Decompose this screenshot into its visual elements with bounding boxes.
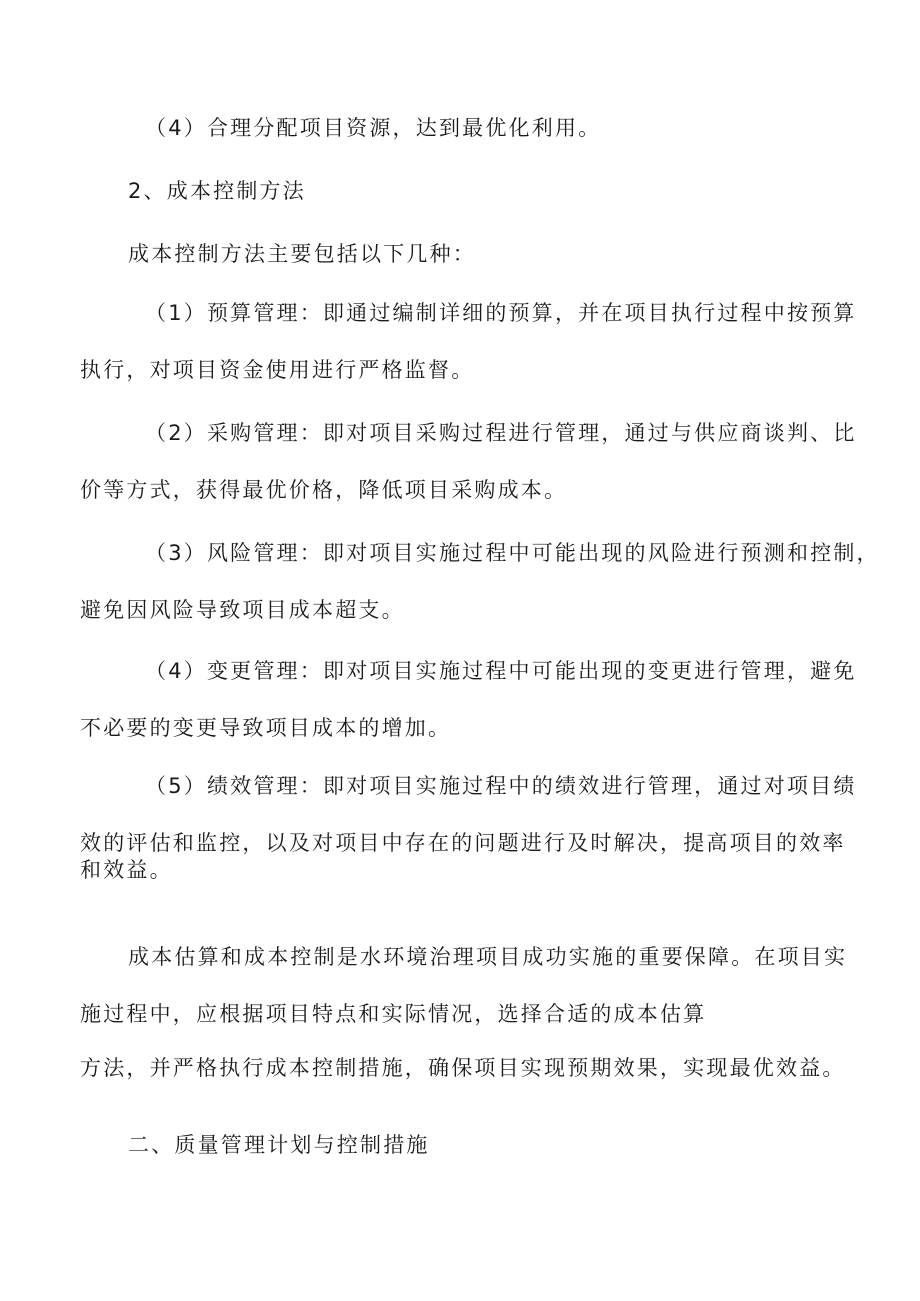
text-line: （4）合理分配项目资源，达到最优化利用。 — [145, 116, 602, 140]
text-line: 避免因风险导致项目成本超支。 — [80, 598, 405, 622]
text-line: 执行，对项目资金使用进行严格监督。 — [80, 358, 475, 382]
text-line: 成本控制方法主要包括以下几种： — [128, 242, 476, 266]
section-heading: 二、质量管理计划与控制措施 — [128, 1133, 430, 1157]
text-line: （1）预算管理：即通过编制详细的预算，并在项目执行过程中按预算 — [145, 301, 857, 325]
text-line: 成本估算和成本控制是水环境治理项目成功实施的重要保障。在项目实 — [128, 945, 848, 969]
text-line: 和效益。 — [80, 858, 173, 882]
text-line: 不必要的变更导致项目成本的增加。 — [80, 716, 452, 740]
section-heading: 2、成本控制方法 — [128, 179, 306, 203]
text-line: （3）风险管理：即对项目实施过程中可能出现的风险进行预测和控制， — [145, 541, 880, 565]
text-line: 施过程中，应根据项目特点和实际情况，选择合适的成本估算 — [80, 1002, 707, 1026]
text-line: （2）采购管理：即对项目采购过程进行管理，通过与供应商谈判、比 — [145, 421, 857, 445]
text-line: 价等方式，获得最优价格，降低项目采购成本。 — [80, 478, 568, 502]
text-line: （5）绩效管理：即对项目实施过程中的绩效进行管理，通过对项目绩 — [145, 774, 857, 798]
text-line: 效的评估和监控，以及对项目中存在的问题进行及时解决，提高项目的效率 — [80, 831, 846, 855]
text-line: 方法，并严格执行成本控制措施，确保项目实现预期效果，实现最优效益。 — [80, 1056, 846, 1080]
text-line: （4）变更管理：即对项目实施过程中可能出现的变更进行管理，避免 — [145, 659, 857, 683]
